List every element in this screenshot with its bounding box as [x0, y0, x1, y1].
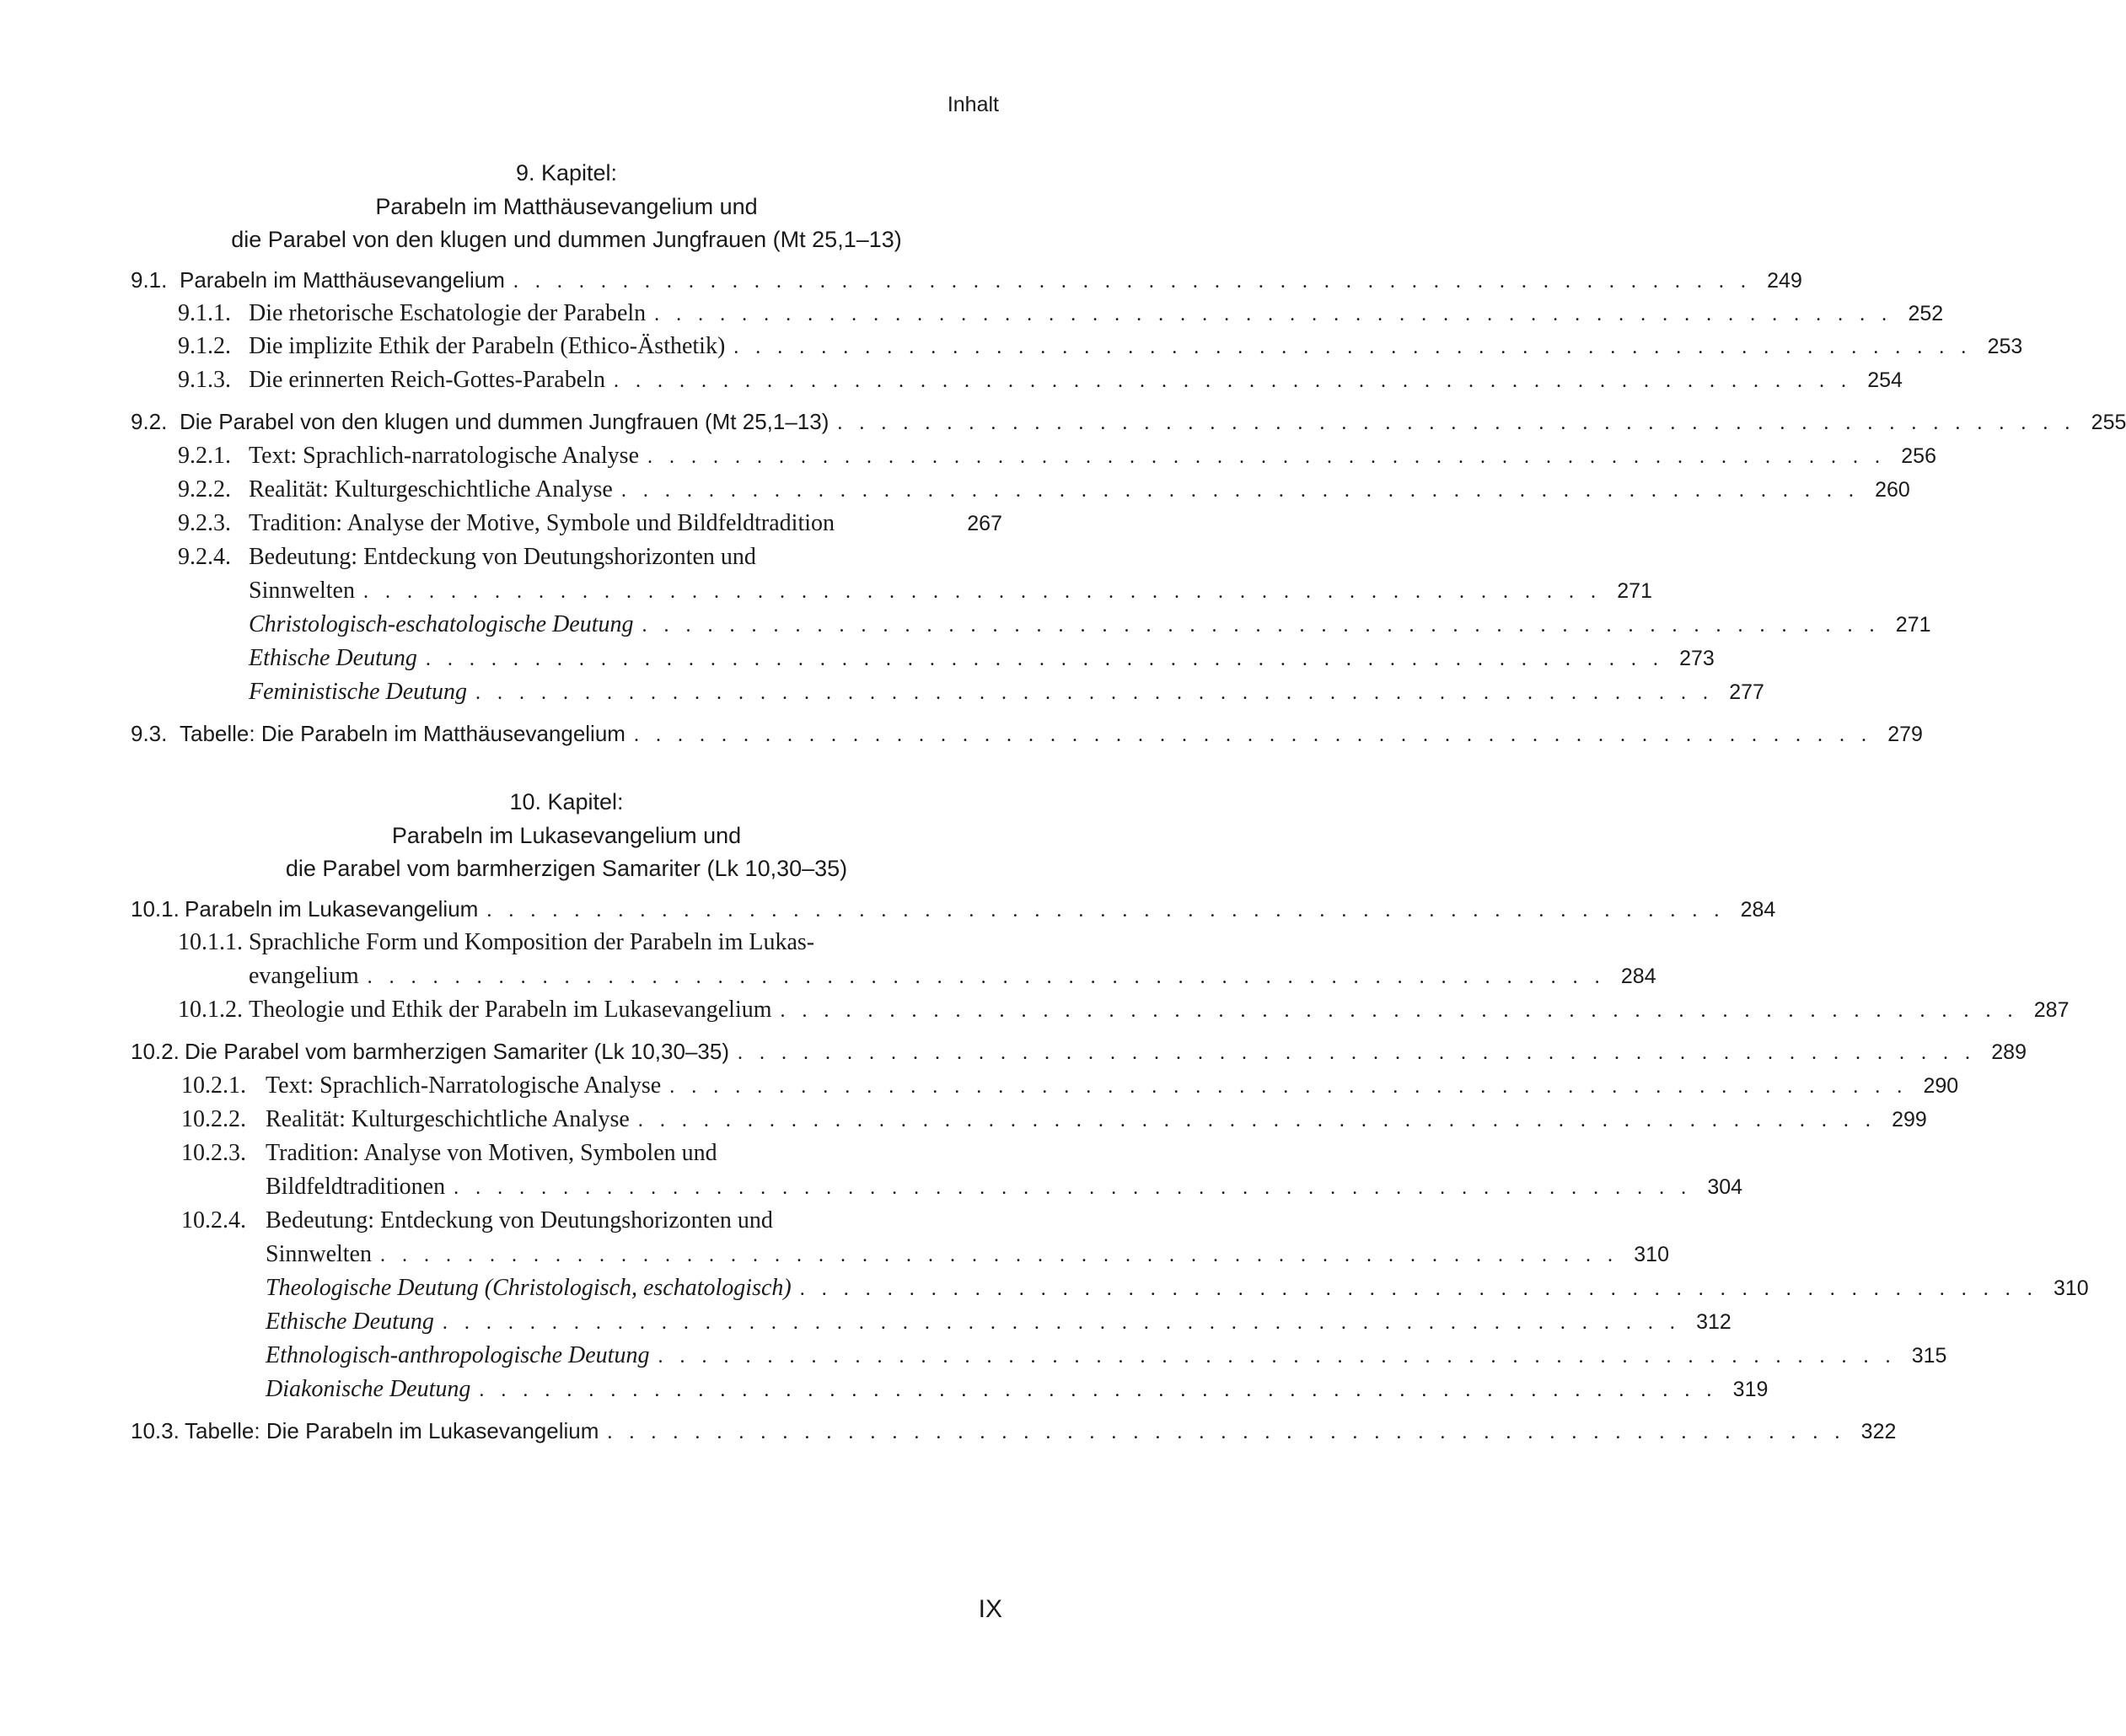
entry-title: Tabelle: Die Parabeln im Matthäusevangelium — [180, 721, 625, 746]
dot-leader: . . . . . . . . . . . . . . . . . . . . . . . . . . . . . . . . . . . . . . . . . . . . . . . . . . . . . . . . . — [479, 1379, 1718, 1401]
chapter-10-label: 10. Kapitel: — [509, 789, 624, 814]
dot-leader: . . . . . . . . . . . . . . . . . . . . . . . . . . . . . . . . . . . . . . . . . . . . . . . . . . . . . . . . . — [454, 1177, 1693, 1199]
dot-leader: . . . . . . . . . . . . . . . . . . . . . . . . . . . . . . . . . . . . . . . . . . . . . . . . . . . . . . . . . — [780, 1000, 2019, 1022]
page-ref: 260 — [1875, 478, 1910, 502]
toc-entry[interactable] — [131, 540, 1002, 576]
entry-title: Ethnologisch-anthropologische Deutung — [266, 1342, 650, 1368]
entry-title: Bedeutung: Entdeckung von Deutungshorizonten und — [249, 544, 756, 570]
dot-leader: . . . . . . . . . . . . . . . . . . . . . . . . . . . . . . . . . . . . . . . . . . . . . . . . . . . . . . . . . — [669, 1076, 1909, 1098]
entry-title: Text: Sprachlich-Narratologische Analyse — [266, 1072, 662, 1099]
page-ref: 284 — [1620, 965, 1656, 988]
running-head: Inhalt — [947, 93, 999, 116]
section-number: 10.2.2. — [181, 1106, 246, 1132]
section-number: 9.2.2. — [178, 476, 231, 503]
page-ref: 253 — [1987, 335, 2023, 358]
section-number: 10.1. — [131, 896, 180, 922]
toc-entry[interactable] — [131, 675, 1764, 711]
page-ref: 279 — [1887, 723, 1923, 746]
dot-leader: . . . . . . . . . . . . . . . . . . . . . . . . . . . . . . . . . . . . . . . . . . . . . . . . . . . . . . . . . — [607, 1422, 1846, 1443]
entry-title: Die Parabel vom barmherzigen Samariter (Lk 10,30–35) — [185, 1039, 729, 1064]
toc-entry[interactable] — [131, 1035, 2027, 1071]
page-ref: 322 — [1860, 1420, 1897, 1443]
page-ref: 299 — [1892, 1108, 1927, 1131]
entry-title: Ethische Deutung — [266, 1309, 434, 1335]
entry-title: Die erinnerten Reich-Gottes-Parabeln — [249, 367, 605, 393]
entry-title: Tabelle: Die Parabeln im Lukasevangelium — [185, 1418, 599, 1443]
page-ref: 267 — [967, 512, 1002, 535]
entry-title: Theologie und Ethik der Parabeln im Lukasevangelium — [249, 997, 772, 1023]
toc-entry[interactable] — [131, 1170, 1743, 1206]
section-number: 10.1.1. — [178, 929, 243, 955]
section-number: 10.2.3. — [181, 1140, 246, 1166]
entry-title: Tradition: Analyse von Motiven, Symbolen und — [266, 1140, 717, 1166]
entry-title: Realität: Kulturgeschichtliche Analyse — [266, 1106, 630, 1132]
toc-entry[interactable] — [131, 297, 1944, 332]
page-ref: 256 — [1901, 444, 1936, 468]
toc-entry[interactable] — [131, 1339, 1947, 1374]
entry-title: Feministische Deutung — [249, 679, 467, 705]
toc-entry[interactable] — [131, 1373, 1769, 1408]
chapter-10-title-line-2: die Parabel vom barmherzigen Samariter (Lk 10,30–35) — [285, 856, 848, 881]
entry-title: Parabeln im Lukasevangelium — [185, 896, 479, 922]
section-number: 9.2.1. — [178, 443, 231, 469]
section-number: 9.1. — [131, 267, 168, 293]
page-ref: 284 — [1740, 898, 1776, 922]
dot-leader: . . . . . . . . . . . . . . . . . . . . . . . . . . . . . . . . . . . . . . . . . . . . . . . . . . . . . . . . . — [425, 648, 1664, 670]
entry-title: Ethische Deutung — [249, 645, 417, 671]
section-number: 9.3. — [131, 721, 168, 746]
section-number: 9.2. — [131, 409, 168, 434]
entry-title: Sinnwelten — [249, 578, 355, 604]
toc-entry[interactable] — [131, 926, 1002, 961]
dot-leader: . . . . . . . . . . . . . . . . . . . . . . . . . . . . . . . . . . . . . . . . . . . . . . . . . . . . . . . . . — [654, 304, 1893, 325]
toc-entry[interactable] — [131, 1305, 1731, 1341]
section-number: 10.2.4. — [181, 1207, 246, 1233]
section-number: 9.1.2. — [178, 333, 231, 359]
page-number: IX — [978, 1595, 1002, 1623]
page-ref: 277 — [1729, 680, 1764, 704]
toc-entry[interactable] — [131, 959, 1656, 995]
section-number: 9.2.3. — [178, 510, 231, 536]
toc-entry[interactable] — [131, 439, 1936, 475]
toc-entry[interactable] — [131, 1415, 1897, 1450]
section-number: 10.2.1. — [181, 1072, 246, 1099]
toc-entry[interactable] — [131, 893, 1776, 928]
dot-leader: . . . . . . . . . . . . . . . . . . . . . . . . . . . . . . . . . . . . . . . . . . . . . . . . . . . . . . . . . — [475, 682, 1714, 704]
entry-title: Text: Sprachlich-narratologische Analyse — [249, 443, 639, 469]
entry-title: Sinnwelten — [266, 1241, 372, 1267]
page-ref: 319 — [1732, 1378, 1769, 1401]
toc-entry[interactable] — [131, 574, 1652, 610]
toc-entry[interactable] — [131, 330, 2023, 365]
toc-entry[interactable] — [131, 264, 1802, 299]
toc-entry[interactable] — [131, 1137, 1002, 1172]
dot-leader: . . . . . . . . . . . . . . . . . . . . . . . . . . . . . . . . . . . . . . . . . . . . . . . . . . . . . . . . . — [613, 370, 1852, 392]
section-number: 10.2. — [131, 1039, 180, 1064]
dot-leader: . . . . . . . . . . . . . . . . . . . . . . . . . . . . . . . . . . . . . . . . . . . . . . . . . . . . . . . . . — [637, 1110, 1876, 1131]
toc-entry[interactable] — [131, 507, 1002, 542]
chapter-10-title-line-1: Parabeln im Lukasevangelium und — [391, 822, 742, 848]
page-ref: 252 — [1908, 302, 1944, 325]
toc-entry[interactable] — [131, 406, 2126, 441]
entry-title: Tradition: Analyse der Motive, Symbole und Bildfeldtradition — [249, 510, 835, 536]
toc-entry[interactable] — [131, 642, 1715, 677]
toc-entry[interactable] — [131, 608, 1931, 643]
page-ref: 310 — [1634, 1243, 1669, 1266]
entry-title: Die implizite Ethik der Parabeln (Ethico-Ästhetik) — [249, 333, 726, 359]
page-ref: 315 — [1911, 1344, 1947, 1368]
section-number: 10.1.2. — [178, 997, 243, 1023]
toc-entry[interactable] — [131, 1103, 1927, 1138]
page-ref: 312 — [1696, 1310, 1731, 1334]
dot-leader: . . . . . . . . . . . . . . . . . . . . . . . . . . . . . . . . . . . . . . . . . . . . . . . . . . . . . . . . . — [799, 1278, 2038, 1300]
toc-entry[interactable] — [131, 473, 1910, 508]
dot-leader: . . . . . . . . . . . . . . . . . . . . . . . . . . . . . . . . . . . . . . . . . . . . . . . . . . . . . . . . . — [486, 900, 1726, 922]
dot-leader: . . . . . . . . . . . . . . . . . . . . . . . . . . . . . . . . . . . . . . . . . . . . . . . . . . . . . . . . . — [837, 412, 2076, 434]
entry-title: Sprachliche Form und Komposition der Parabeln im Lukas- — [249, 929, 815, 955]
entry-title: Bedeutung: Entdeckung von Deutungshorizonten und — [266, 1207, 773, 1233]
section-number: 10.3. — [131, 1418, 180, 1443]
dot-leader: . . . . . . . . . . . . . . . . . . . . . . . . . . . . . . . . . . . . . . . . . . . . . . . . . . . . . . . . . — [363, 581, 1602, 603]
dot-leader: . . . . . . . . . . . . . . . . . . . . . . . . . . . . . . . . . . . . . . . . . . . . . . . . . . . . . . . . . — [380, 1244, 1619, 1266]
page-ref: 290 — [1923, 1074, 1959, 1098]
dot-leader: . . . . . . . . . . . . . . . . . . . . . . . . . . . . . . . . . . . . . . . . . . . . . . . . . . . . . . . . . — [620, 480, 1860, 502]
entry-title: Realität: Kulturgeschichtliche Analyse — [249, 476, 613, 503]
section-number: 9.2.4. — [178, 544, 231, 570]
page-ref: 271 — [1617, 579, 1652, 603]
dot-leader: . . . . . . . . . . . . . . . . . . . . . . . . . . . . . . . . . . . . . . . . . . . . . . . . . . . . . . . . . — [642, 615, 1881, 637]
section-number: 9.1.1. — [178, 300, 231, 326]
dot-leader: . . . . . . . . . . . . . . . . . . . . . . . . . . . . . . . . . . . . . . . . . . . . . . . . . . . . . . . . . — [513, 271, 1752, 293]
page-ref: 249 — [1767, 269, 1802, 293]
dot-leader: . . . . . . . . . . . . . . . . . . . . . . . . . . . . . . . . . . . . . . . . . . . . . . . . . . . . . . . . . — [737, 1042, 1976, 1064]
page-ref: 304 — [1707, 1175, 1743, 1199]
page-ref: 254 — [1867, 368, 1903, 392]
entry-title: evangelium — [249, 963, 359, 989]
entry-title: Bildfeldtraditionen — [266, 1174, 446, 1200]
entry-title: Parabeln im Matthäusevangelium — [180, 267, 505, 293]
entry-title: Christologisch-eschatologische Deutung — [249, 611, 634, 637]
entry-title: Die rhetorische Eschatologie der Parabeln — [249, 300, 647, 326]
page-ref: 271 — [1895, 613, 1931, 637]
section-number: 9.1.3. — [178, 367, 231, 393]
toc-entry[interactable] — [131, 718, 1923, 753]
toc-entry[interactable] — [131, 363, 1903, 399]
page-ref: 273 — [1679, 647, 1715, 670]
toc-entry[interactable] — [131, 993, 2070, 1029]
page-ref: 289 — [1991, 1040, 2027, 1064]
page-ref: 255 — [2091, 411, 2126, 434]
chapter-9-label: 9. Kapitel: — [515, 160, 618, 185]
dot-leader: . . . . . . . . . . . . . . . . . . . . . . . . . . . . . . . . . . . . . . . . . . . . . . . . . . . . . . . . . — [647, 446, 1886, 468]
toc-entry[interactable] — [131, 1204, 1002, 1239]
dot-leader: . . . . . . . . . . . . . . . . . . . . . . . . . . . . . . . . . . . . . . . . . . . . . . . . . . . . . . . . . — [633, 724, 1872, 746]
chapter-9-title-line-1: Parabeln im Matthäusevangelium und — [375, 193, 758, 219]
dot-leader: . . . . . . . . . . . . . . . . . . . . . . . . . . . . . . . . . . . . . . . . . . . . . . . . . . . . . . . . . — [658, 1346, 1897, 1368]
page-ref: 287 — [2033, 998, 2070, 1022]
dot-leader: . . . . . . . . . . . . . . . . . . . . . . . . . . . . . . . . . . . . . . . . . . . . . . . . . . . . . . . . . — [733, 336, 1973, 358]
entry-title: Die Parabel von den klugen und dummen Jungfrauen (Mt 25,1–13) — [180, 409, 829, 434]
chapter-9-title-line-2: die Parabel von den klugen und dummen Jungfrauen (Mt 25,1–13) — [231, 227, 902, 252]
chapter-9-heading — [131, 157, 1002, 257]
chapter-10-heading — [131, 786, 1002, 886]
dot-leader: . . . . . . . . . . . . . . . . . . . . . . . . . . . . . . . . . . . . . . . . . . . . . . . . . . . . . . . . . — [442, 1312, 1681, 1334]
page-ref: 310 — [2054, 1276, 2089, 1300]
entry-title: Diakonische Deutung — [266, 1376, 471, 1402]
toc-entry[interactable] — [131, 1069, 1959, 1104]
dot-leader: . . . . . . . . . . . . . . . . . . . . . . . . . . . . . . . . . . . . . . . . . . . . . . . . . . . . . . . . . — [367, 966, 1606, 988]
toc-entry[interactable] — [131, 1238, 1669, 1273]
entry-title: Theologische Deutung (Christologisch, eschatologisch) — [266, 1275, 792, 1301]
toc-entry[interactable] — [131, 1271, 2089, 1307]
